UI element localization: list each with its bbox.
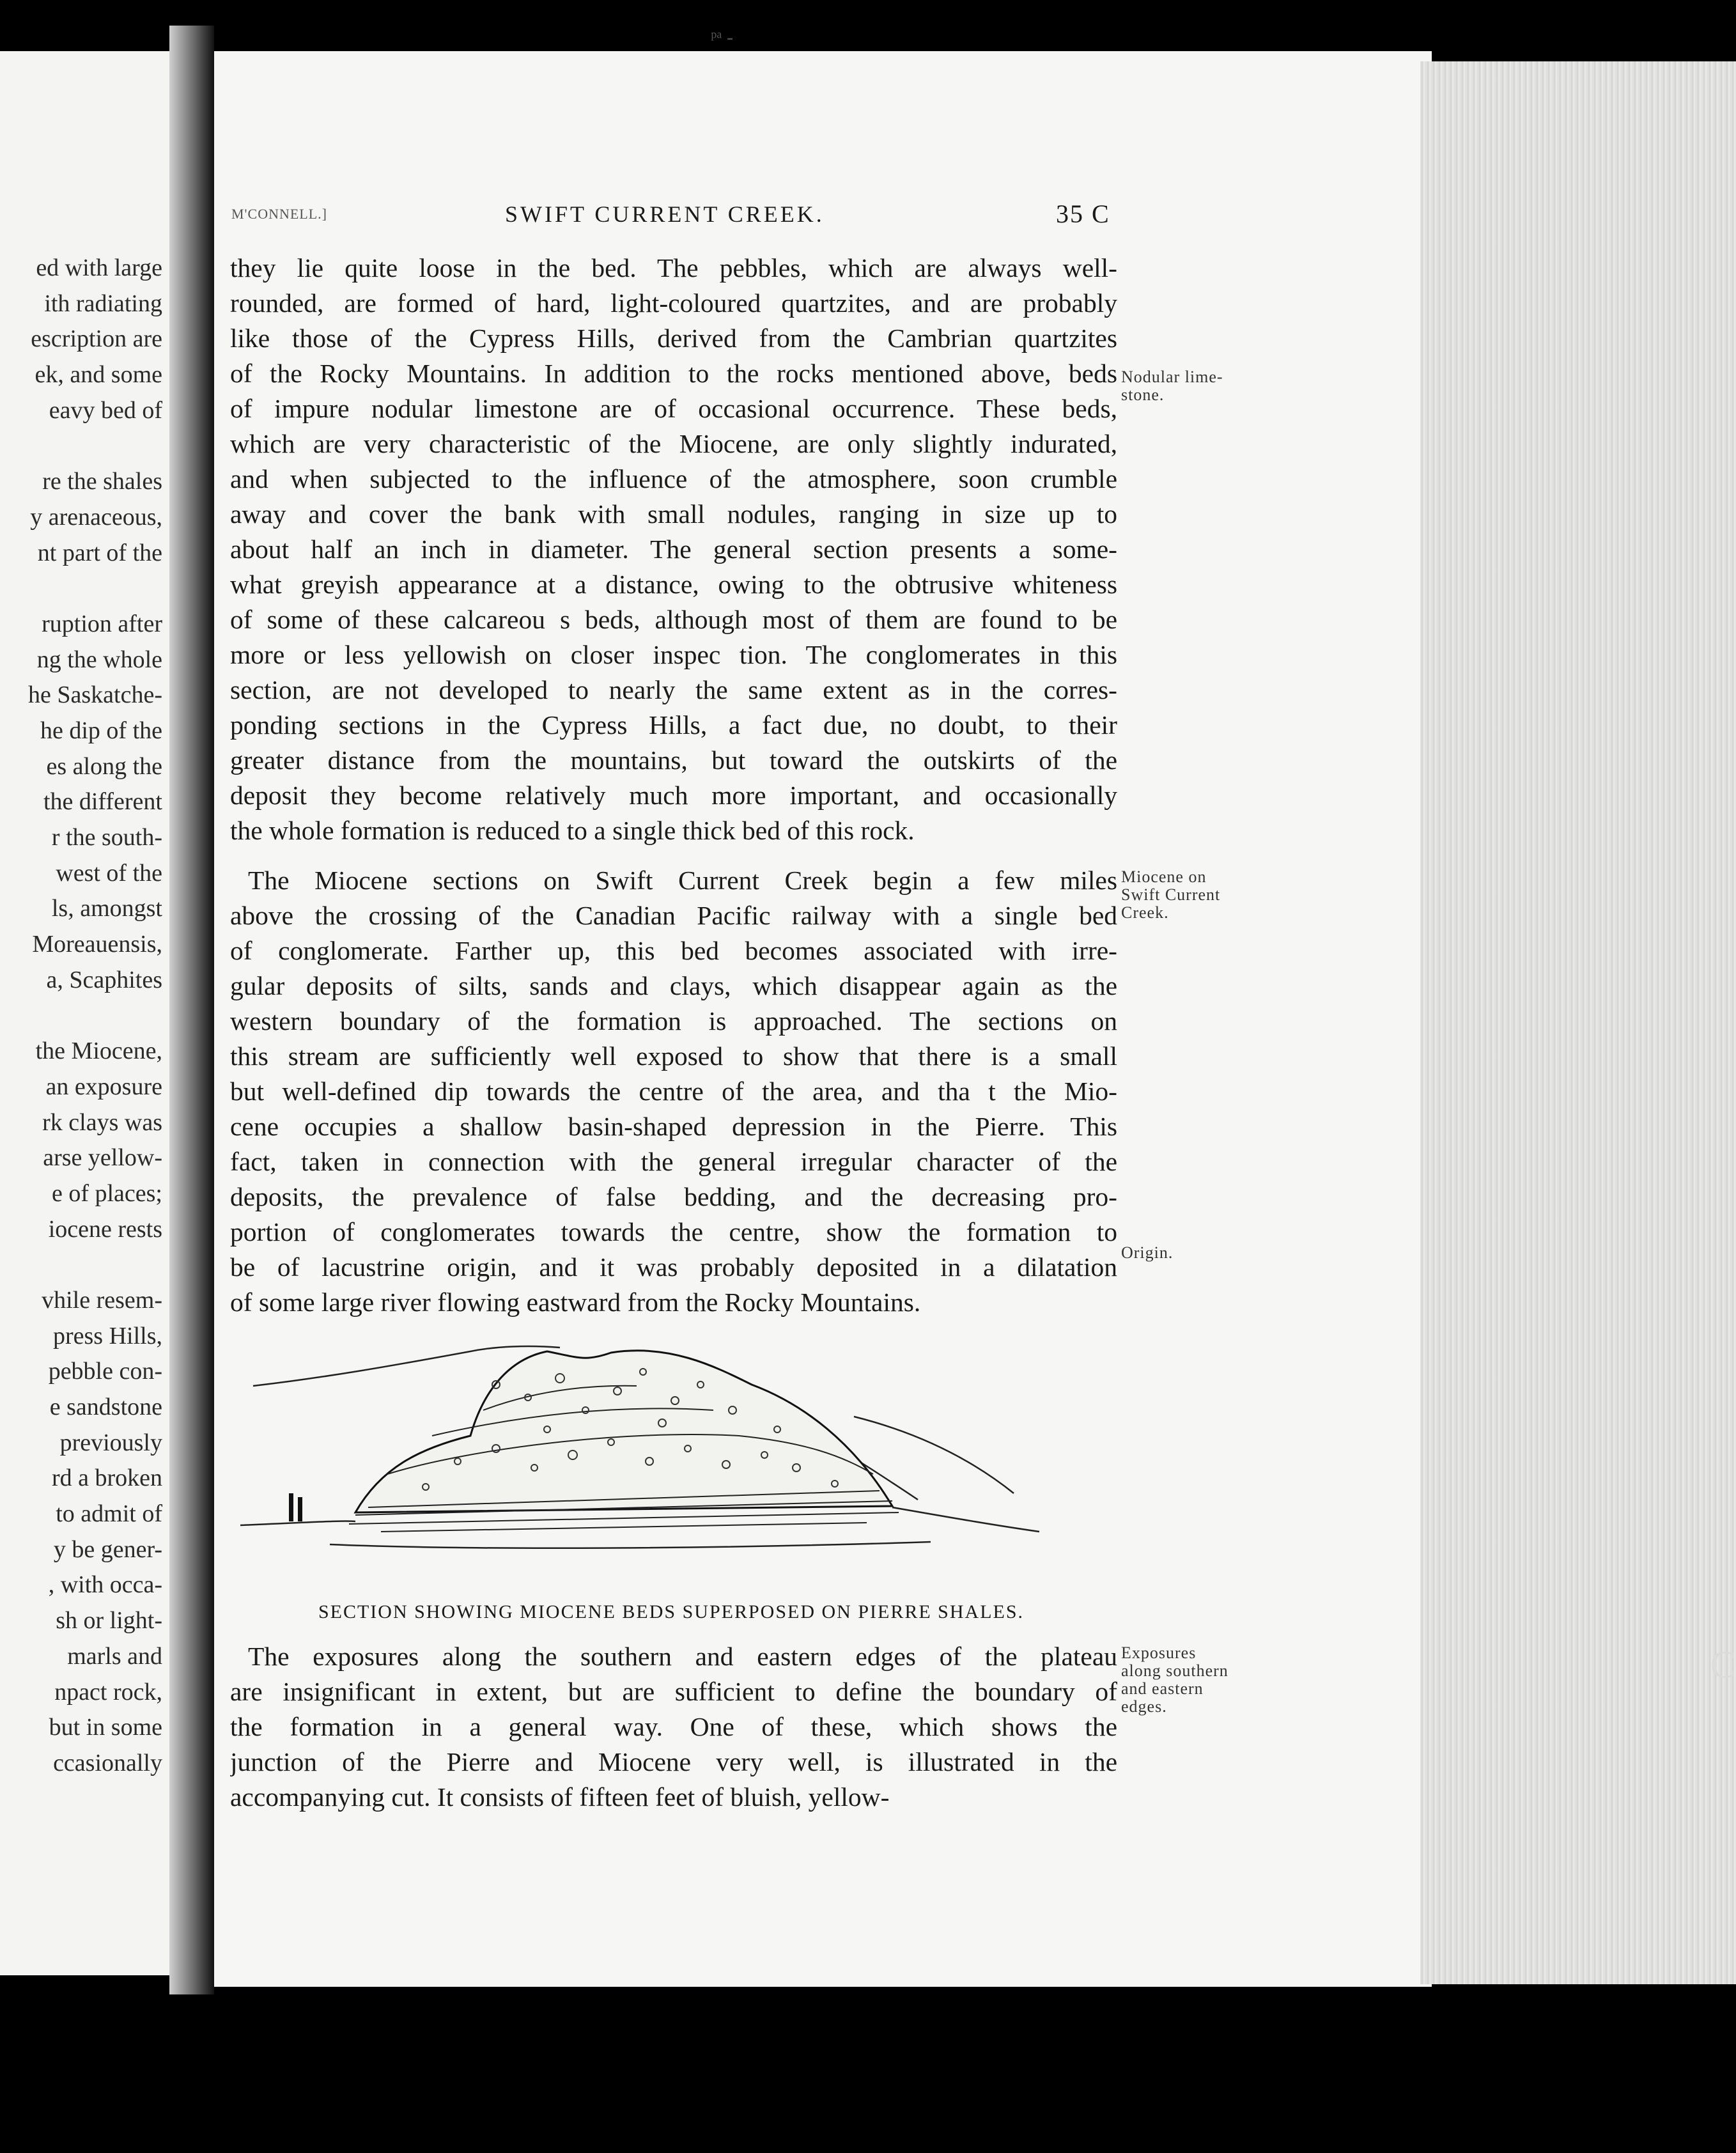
left-page-line: vhile resem- <box>42 1286 162 1314</box>
text-line: they lie quite loose in the bed. The pebbles, which are always well- <box>230 253 1117 283</box>
text-line: more or less yellowish on closer inspec tion. The conglomerates in this <box>230 640 1117 669</box>
left-page-line: but in some <box>49 1714 162 1741</box>
left-page-line: west of the <box>56 859 162 887</box>
left-page-line: he Saskatche- <box>28 681 162 709</box>
text-line: deposit they become relatively much more important, and occasionally <box>230 781 1117 810</box>
left-page-line: nt part of the <box>37 539 162 566</box>
text-line: deposits, the prevalence of false bedding, and the decreasing pro- <box>230 1182 1117 1211</box>
text-line: western boundary of the formation is approached. The sections on <box>230 1006 1117 1036</box>
left-page-line: ls, amongst <box>51 895 162 922</box>
left-page-line: press Hills, <box>53 1322 162 1349</box>
section-illustration <box>228 1340 1116 1570</box>
running-head-author: M'CONNELL.] <box>231 206 328 222</box>
page-edges <box>1420 61 1736 1984</box>
left-page-line: eavy bed of <box>49 396 162 424</box>
text-line: and when subjected to the influence of the atmosphere, soon crumble <box>230 464 1117 494</box>
text-line: the whole formation is reduced to a single thick bed of this rock. <box>230 816 915 845</box>
margin-note-nodular-limestone: Nodular lime- stone. <box>1121 368 1223 404</box>
left-page-line: escription are <box>31 325 162 353</box>
text-line: away and cover the bank with small nodules, ranging in size up to <box>230 499 1117 529</box>
left-page-line: to admit of <box>56 1500 162 1528</box>
left-page-line: he dip of the <box>40 717 162 744</box>
left-page-line: ccasionally <box>53 1749 162 1776</box>
text-line: of some of these calcareou s beds, although most of them are found to be <box>230 605 1117 634</box>
text-line: ponding sections in the Cypress Hills, a fact due, no doubt, to their <box>230 710 1117 740</box>
left-page-line: sh or light- <box>56 1607 162 1635</box>
left-facing-page <box>0 51 178 1975</box>
text-line: The Miocene sections on Swift Current Creek begin a few miles <box>248 866 1117 895</box>
text-line: of some large river flowing eastward from the Rocky Mountains. <box>230 1287 921 1317</box>
scan-speck: ᵖᵃ - <box>711 27 734 48</box>
text-line: the formation in a general way. One of these, which shows the <box>230 1712 1117 1741</box>
figure-caption: SECTION SHOWING MIOCENE BEDS SUPERPOSED ON PIERRE SHALES. <box>318 1601 1025 1622</box>
left-page-line: , with occa- <box>48 1571 162 1599</box>
left-page-line: ith radiating <box>44 290 162 317</box>
left-page-line: arse yellow- <box>43 1144 162 1172</box>
text-line: of impure nodular limestone are of occasional occurrence. These beds, <box>230 394 1117 423</box>
margin-note-exposures: Exposures along southern and eastern edges. <box>1121 1644 1228 1716</box>
human-figures <box>289 1493 302 1521</box>
left-page-line: Moreauensis, <box>32 931 162 958</box>
left-page-line: previously <box>59 1429 162 1456</box>
left-page-line: pebble con- <box>48 1358 162 1385</box>
miocene-hill <box>355 1351 892 1512</box>
left-page-line: the Miocene, <box>35 1038 162 1065</box>
left-page-line: marls and <box>67 1642 162 1670</box>
text-line: what greyish appearance at a distance, owing to the obtrusive whiteness <box>230 570 1117 599</box>
running-head-title: SWIFT CURRENT CREEK. <box>505 201 825 227</box>
text-line: are insignificant in extent, but are sufficient to define the boundary of <box>230 1677 1117 1706</box>
left-page-line <box>0 571 162 607</box>
left-page-line <box>0 1247 162 1283</box>
page-number: 35 C <box>1056 199 1110 228</box>
text-line: fact, taken in connection with the general irregular character of the <box>230 1147 1117 1176</box>
text-line: of the Rocky Mountains. In addition to the rocks mentioned above, beds <box>230 359 1117 388</box>
margin-note-miocene-swift-current: Miocene on Swift Current Creek. <box>1121 867 1221 922</box>
left-page-line: y arenaceous, <box>30 503 162 531</box>
edge-mark: C <box>1710 1644 1736 1686</box>
book-gutter <box>169 26 214 1994</box>
text-line: gular deposits of silts, sands and clays, which disappear again as the <box>230 971 1117 1000</box>
left-page-line: rk clays was <box>42 1108 162 1136</box>
left-page-line: the different <box>43 788 162 816</box>
paragraph-1 <box>230 251 1117 848</box>
text-line: of conglomerate. Farther up, this bed becomes associated with irre- <box>230 936 1117 965</box>
left-page-line: r the south- <box>51 824 162 851</box>
text-line: rounded, are formed of hard, light-coloured quartzites, and are probably <box>230 288 1117 318</box>
left-page-line: an exposure <box>45 1073 162 1100</box>
text-line: accompanying cut. It consists of fifteen feet of bluish, yellow- <box>230 1782 890 1812</box>
text-line: about half an inch in diameter. The general section presents a some- <box>230 534 1117 564</box>
text-line: The exposures along the southern and eastern edges of the plateau <box>248 1642 1117 1671</box>
left-page-line: es along the <box>46 752 162 780</box>
text-line: which are very characteristic of the Miocene, are only slightly indurated, <box>230 429 1117 458</box>
left-page-text <box>0 251 162 1782</box>
paragraph-3 <box>230 1639 1117 1815</box>
text-line: section, are not developed to nearly the same extent as in the corres- <box>230 675 1117 704</box>
text-line: above the crossing of the Canadian Pacific railway with a single bed <box>230 901 1117 930</box>
text-line: portion of conglomerates towards the centre, show the formation to <box>230 1217 1117 1247</box>
text-line: cene occupies a shallow basin-shaped depression in the Pierre. This <box>230 1112 1117 1141</box>
left-page-line: y be gener- <box>53 1535 162 1563</box>
left-page-line: re the shales <box>42 468 162 495</box>
text-line: be of lacustrine origin, and it was probably deposited in a dilatation <box>230 1252 1117 1282</box>
margin-note-origin: Origin. <box>1121 1243 1174 1262</box>
text-line: greater distance from the mountains, but toward the outskirts of the <box>230 745 1117 775</box>
text-line: but well-defined dip towards the centre of the area, and tha t the Mio- <box>230 1076 1117 1106</box>
text-line: like those of the Cypress Hills, derived from the Cambrian quartzites <box>230 323 1117 353</box>
ground-line <box>240 1507 1039 1548</box>
paragraph-2 <box>230 863 1117 1320</box>
left-page-line: ruption after <box>42 610 162 637</box>
left-page-line: npact rock, <box>54 1678 162 1706</box>
left-page-line: ek, and some <box>35 361 162 389</box>
text-line: this stream are sufficiently well exposed to show that there is a small <box>230 1041 1117 1071</box>
left-page-line: e sandstone <box>49 1394 162 1420</box>
left-page-line: ed with large <box>36 254 162 281</box>
left-page-line: ng the whole <box>36 646 162 673</box>
left-page-line: e of places; <box>51 1179 162 1207</box>
text-line: junction of the Pierre and Miocene very well, is illustrated in the <box>230 1747 1117 1776</box>
left-page-line: iocene rests <box>48 1215 162 1243</box>
left-page-line <box>0 998 162 1034</box>
left-page-line: rd a broken <box>51 1465 162 1492</box>
left-page-line <box>0 428 162 464</box>
left-page-line: a, Scaphites <box>46 966 162 993</box>
